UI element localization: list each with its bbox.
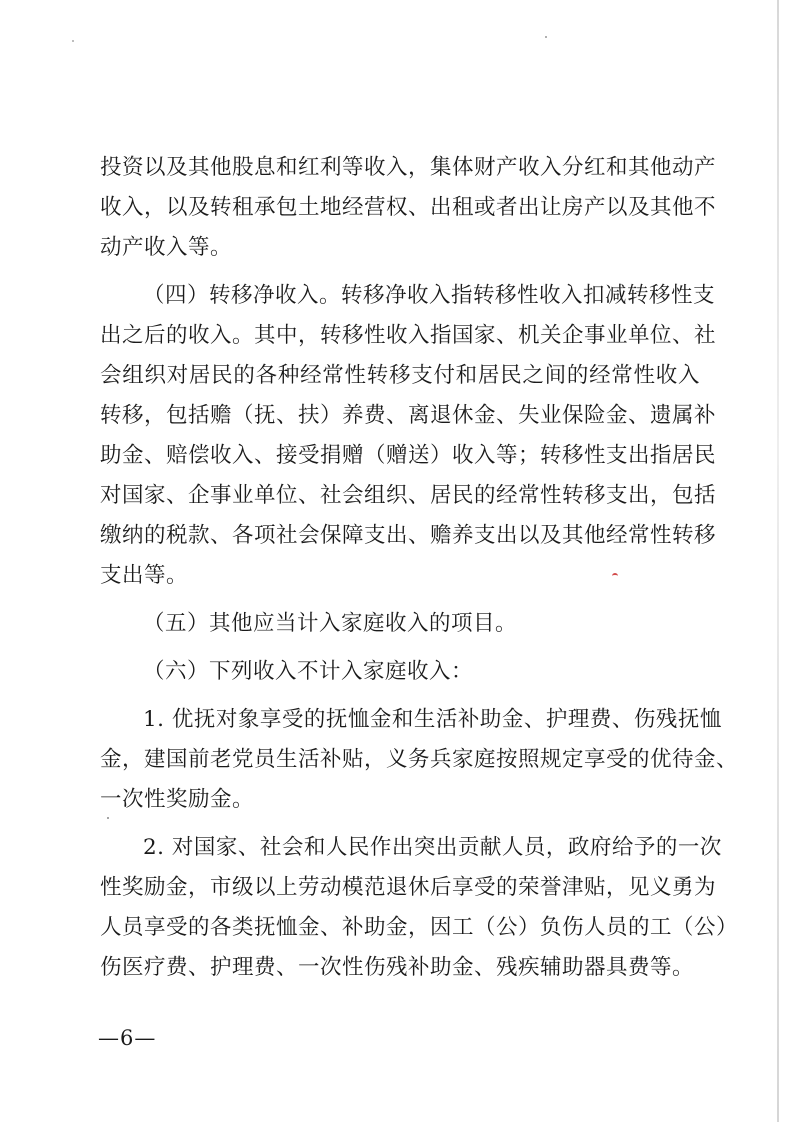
body-line-15: 金，建国前老党员生活补贴，义务兵家庭按照规定享受的优待金、 — [100, 747, 739, 772]
body-line-9: 对国家、企事业单位、社会组织、居民的经常性转移支出，包括 — [100, 483, 717, 508]
body-line-6: 会组织对居民的各种经常性转移支付和居民之间的经常性收入 — [100, 363, 700, 388]
body-line-5: 出之后的收入。其中，转移性收入指国家、机关企事业单位、社 — [100, 323, 717, 348]
document-body — [100, 148, 739, 988]
body-line-2: 收入，以及转租承包土地经营权、出租或者出让房产以及其他不 — [100, 195, 717, 220]
paragraph-gap — [100, 692, 700, 700]
body-line-19: 人员享受的各类抚恤金、补助金，因工（公）负伤人员的工（公） — [100, 915, 739, 940]
page-edge — [777, 0, 779, 1122]
body-line-11: 支出等。 — [100, 563, 189, 588]
scan-speck — [72, 40, 74, 42]
body-line-7: 转移，包括赡（抚、扶）养费、离退休金、失业保险金、遗属补 — [100, 403, 717, 428]
paragraph-gap — [100, 268, 700, 276]
body-line-16: 一次性奖励金。 — [100, 787, 255, 812]
body-line-18: 性奖励金，市级以上劳动模范退休后享受的荣誉津贴，见义勇为 — [100, 875, 717, 900]
page-number: —6— — [98, 1026, 157, 1050]
body-line-17: 2. 对国家、社会和人民作出突出贡献人员，政府给予的一次 — [143, 835, 722, 860]
body-line-12: （五）其他应当计入家庭收入的项目。 — [143, 611, 518, 636]
body-line-14: 1. 优抚对象享受的抚恤金和生活补助金、护理费、伤残抚恤 — [143, 707, 722, 732]
body-line-3: 动产收入等。 — [100, 235, 233, 260]
paragraph-gap — [100, 596, 700, 604]
paragraph-gap — [100, 644, 700, 652]
paragraph-gap — [100, 820, 700, 828]
body-line-8: 助金、赔偿收入、接受捐赠（赠送）收入等；转移性支出指居民 — [100, 443, 717, 468]
body-line-1: 投资以及其他股息和红利等收入，集体财产收入分红和其他动产 — [100, 155, 717, 180]
body-line-20: 伤医疗费、护理费、一次性伤残补助金、残疾辅助器具费等。 — [100, 955, 695, 980]
body-line-4: （四）转移净收入。转移净收入指转移性收入扣减转移性支 — [143, 283, 716, 308]
body-line-10: 缴纳的税款、各项社会保障支出、赡养支出以及其他经常性转移 — [100, 523, 717, 548]
scan-speck — [545, 36, 547, 38]
body-line-13: （六）下列收入不计入家庭收入： — [143, 659, 474, 684]
